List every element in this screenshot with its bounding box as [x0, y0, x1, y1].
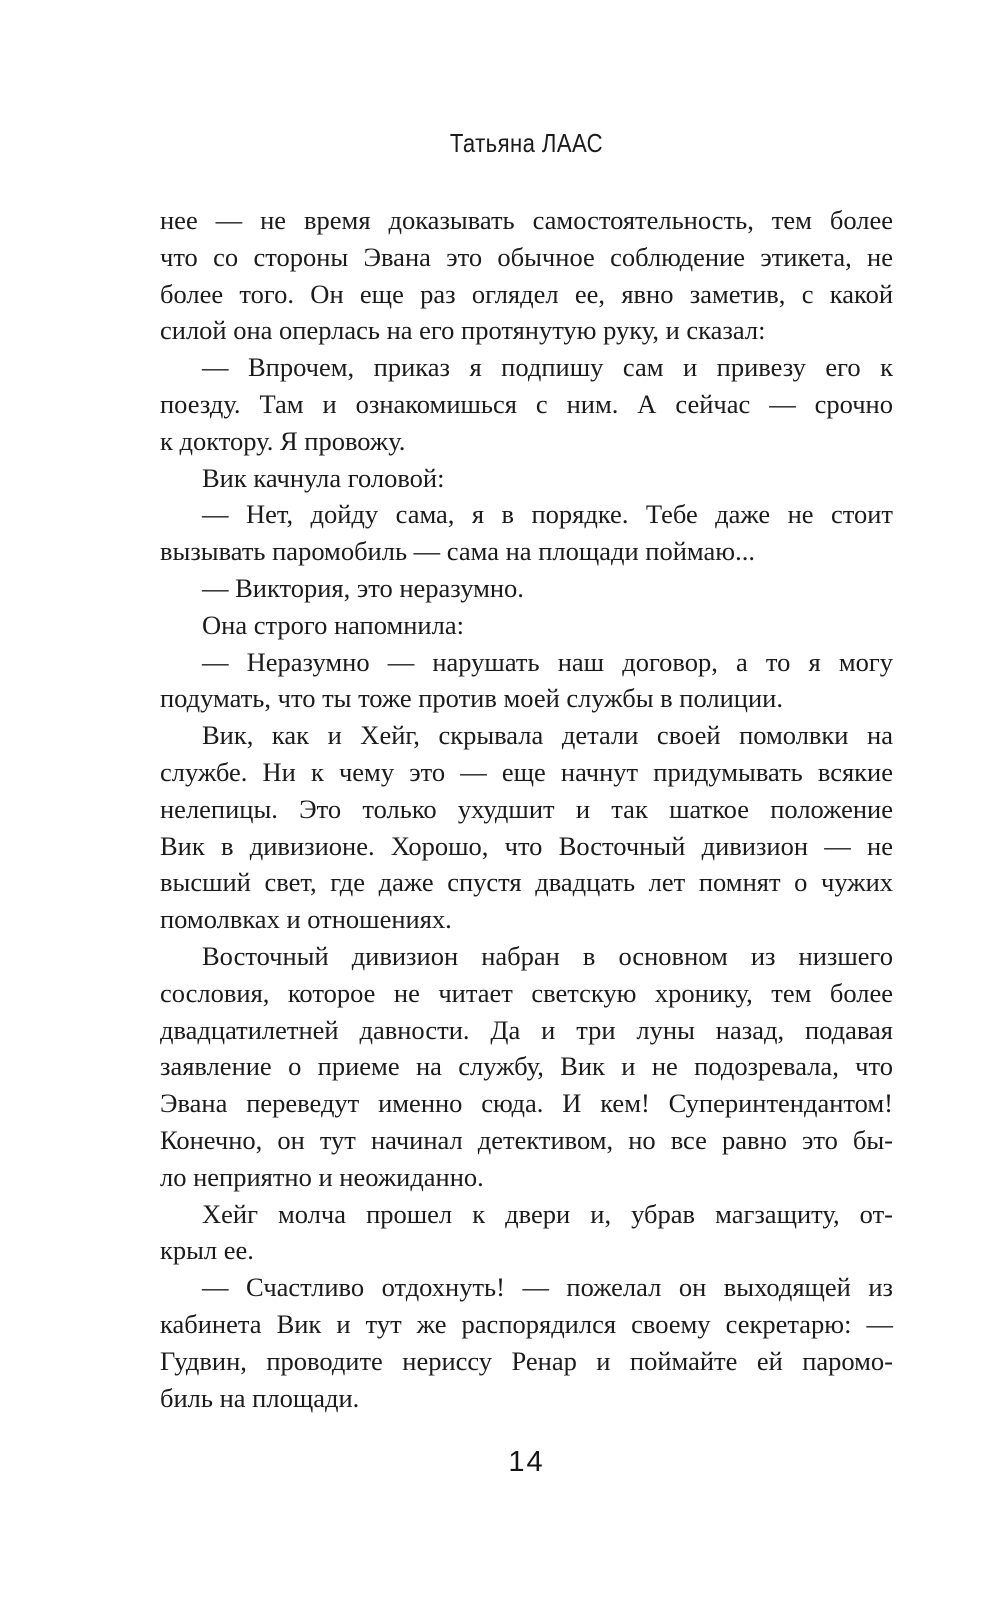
- paragraph: [160, 644, 893, 718]
- text-line: — Нет, дойду сама, я в порядке. Тебе даже не стоит: [202, 499, 893, 530]
- text-line: крыл ее.: [160, 1235, 254, 1266]
- text-line: Вик качнула головой:: [202, 462, 445, 493]
- text-line: Эвана переведут именно сюда. И кем! Суперинтендантом!: [160, 1088, 893, 1119]
- text-line: — Впрочем, приказ я подпишу сам и привезу его к: [202, 352, 893, 383]
- text-line: — Счастливо отдохнуть! — пожелал он выходящей из: [202, 1272, 893, 1303]
- paragraph: [160, 1269, 893, 1416]
- text-line: высший свет, где даже спустя двадцать лет помнят о чужих: [160, 867, 893, 898]
- page-number: 14: [508, 1446, 545, 1478]
- paragraph: [160, 202, 893, 349]
- text-line: Восточный дивизион набран в основном из низшего: [202, 940, 893, 971]
- text-line: — Виктория, это неразумно.: [202, 572, 524, 603]
- paragraph: [160, 496, 893, 570]
- paragraph: [160, 607, 893, 644]
- text-line: более того. Он еще раз оглядел ее, явно заметив, с какой: [160, 278, 893, 309]
- paragraph: [160, 938, 893, 1196]
- text-line: помолвках и отношениях.: [160, 904, 452, 935]
- paragraph: [160, 349, 893, 459]
- text-line: силой она оперлась на его протянутую руку, и сказал:: [160, 315, 766, 346]
- paragraph: [160, 1196, 893, 1270]
- text-line: — Неразумно — нарушать наш договор, а то я могу: [202, 646, 893, 677]
- text-line: заявление о приеме на службу, Вик и не подозревала, что: [160, 1051, 893, 1082]
- text-line: службе. Ни к чему это — еще начнут придумывать всякие: [160, 756, 893, 787]
- text-line: двадцатилетней давности. Да и три луны назад, подавая: [160, 1014, 893, 1045]
- text-line: биль на площади.: [160, 1382, 360, 1413]
- text-line: подумать, что ты тоже против моей службы в полиции.: [160, 683, 783, 714]
- text-line: поезду. Там и ознакомишься с ним. А сейчас — срочно: [160, 388, 893, 419]
- text-line: ло неприятно и неожиданно.: [160, 1161, 484, 1192]
- text-line: кабинета Вик и тут же распорядился своему секретарю: —: [160, 1308, 893, 1339]
- text-line: что со стороны Эвана это обычное соблюдение этикета, не: [160, 241, 893, 272]
- text-line: Она строго напомнила:: [202, 609, 464, 640]
- text-line: Конечно, он тут начинал детективом, но все равно это бы-: [160, 1124, 893, 1155]
- text-line: вызывать паромобиль — сама на площади поймаю...: [160, 536, 755, 567]
- text-line: Вик в дивизионе. Хорошо, что Восточный дивизион — не: [160, 830, 893, 861]
- text-line: сословия, которое не читает светскую хронику, тем более: [160, 977, 893, 1008]
- paragraph: [160, 717, 893, 938]
- text-line: нее — не время доказывать самостоятельность, тем более: [160, 205, 893, 235]
- text-line: к доктору. Я провожу.: [160, 425, 406, 456]
- text-line: Вик, как и Хейг, скрывала детали своей помолвки на: [202, 720, 893, 751]
- paragraph: [160, 460, 893, 497]
- paragraph: [160, 570, 893, 607]
- text-line: нелепицы. Это только ухудшит и так шаткое положение: [160, 793, 893, 824]
- running-header: Татьяна ЛААС: [449, 128, 604, 158]
- text-line: Хейг молча прошел к двери и, убрав магзащиту, от-: [202, 1198, 893, 1229]
- body-text: [160, 202, 893, 1416]
- text-line: Гудвин, проводите нериссу Ренар и поймайте ей паромо-: [160, 1345, 893, 1376]
